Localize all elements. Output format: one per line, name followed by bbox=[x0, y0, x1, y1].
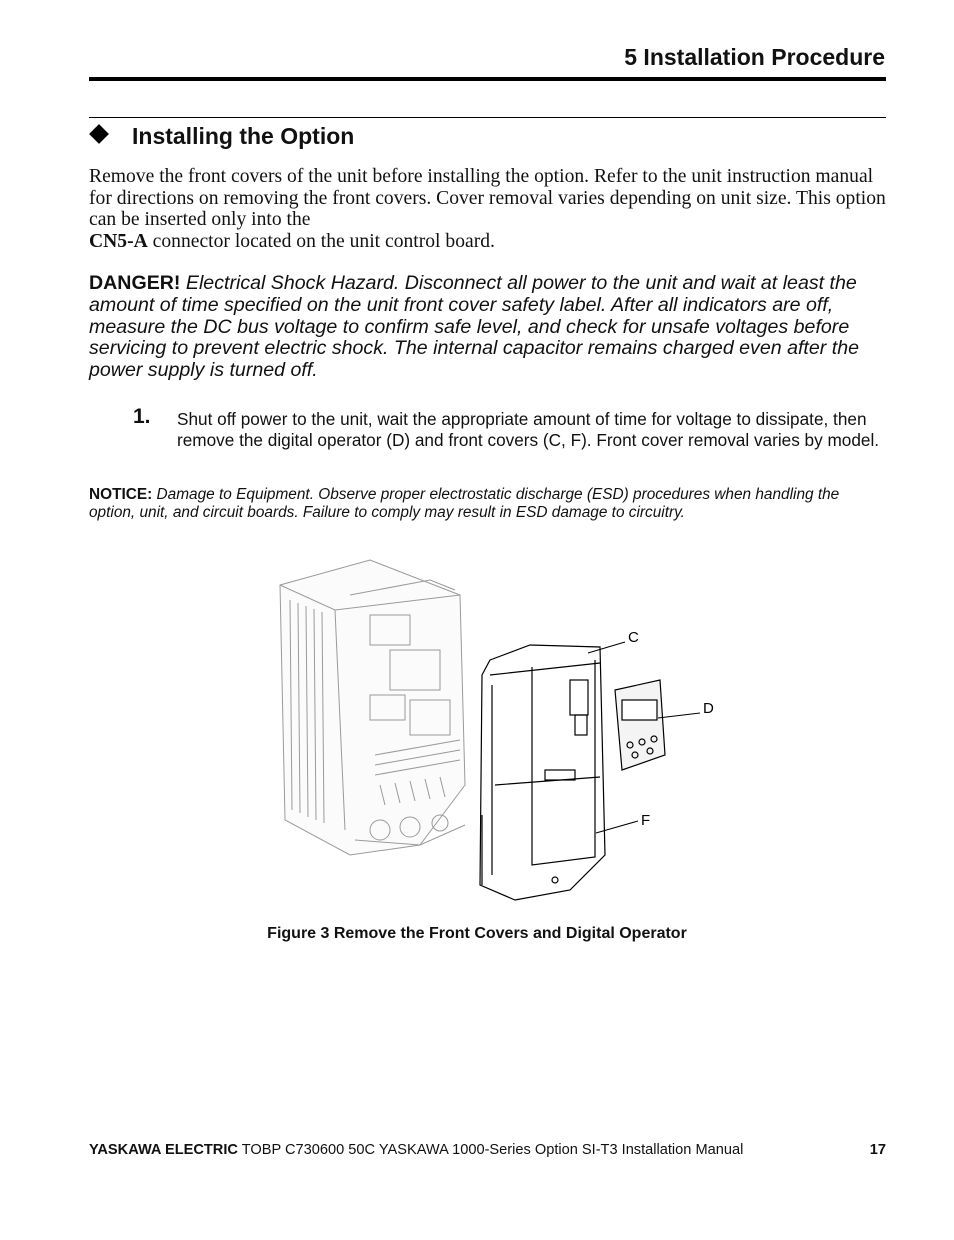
connector-name: CN5-A bbox=[89, 230, 148, 252]
drive-illustration bbox=[270, 555, 730, 905]
chapter-title: 5 Installation Procedure bbox=[624, 44, 885, 70]
callout-c: C bbox=[628, 629, 639, 646]
header-rule bbox=[89, 77, 886, 81]
intro-paragraph bbox=[89, 166, 889, 252]
section-rule bbox=[89, 117, 886, 118]
figure-caption: Figure 3 Remove the Front Covers and Digital Operator bbox=[267, 925, 687, 942]
step-text: Shut off power to the unit, wait the appropriate amount of time for voltage to dissipate, then remove the digital operator (D) and front covers (C, F). Front cover removal varies by model. bbox=[177, 409, 880, 450]
intro-connector-line bbox=[89, 231, 889, 253]
danger-text: Electrical Shock Hazard. Disconnect all power to the unit and wait at least the amount of time specified on the unit front cover safety label. After all indicators are off, measure the DC bus voltage to confirm safe level, and check for unsafe voltages before servicing to prevent electric shock. The internal capacitor remains charged even after the power supply is turned off. bbox=[89, 272, 859, 382]
figure-drive-diagram bbox=[270, 555, 730, 905]
front-cover bbox=[480, 645, 605, 900]
notice-text: Damage to Equipment. Observe proper electrostatic discharge (ESD) procedures when handling the option, unit, and circuit boards. Failure to comply may result in ESD damage to circuitry. bbox=[89, 486, 840, 521]
callout-d: D bbox=[703, 700, 714, 717]
footer-doc-info bbox=[89, 1142, 743, 1158]
intro-text-cont: connector located on the unit control board. bbox=[147, 230, 495, 252]
footer-brand: YASKAWA ELECTRIC bbox=[89, 1142, 238, 1158]
digital-operator bbox=[615, 680, 665, 770]
notice bbox=[89, 486, 889, 522]
intro-text: Remove the front covers of the unit before installing the option. Refer to the unit instruction manual for directions on removing the front covers. Cover removal varies depending on unit size. This option can be inserted only into the bbox=[89, 166, 886, 231]
page-number: 17 bbox=[869, 1142, 886, 1158]
step-number: 1. bbox=[133, 405, 151, 428]
notice-label: NOTICE: bbox=[89, 486, 153, 503]
footer-doc-title: TOBP C730600 50C YASKAWA 1000-Series Option SI-T3 Installation Manual bbox=[237, 1142, 744, 1158]
danger-label: DANGER! bbox=[89, 272, 181, 294]
page-footer bbox=[89, 1142, 886, 1162]
danger-warning bbox=[89, 273, 889, 382]
diamond-bullet-icon bbox=[89, 124, 109, 144]
callout-f: F bbox=[641, 812, 651, 829]
section-title: Installing the Option bbox=[132, 123, 355, 149]
drive-body bbox=[280, 560, 465, 855]
